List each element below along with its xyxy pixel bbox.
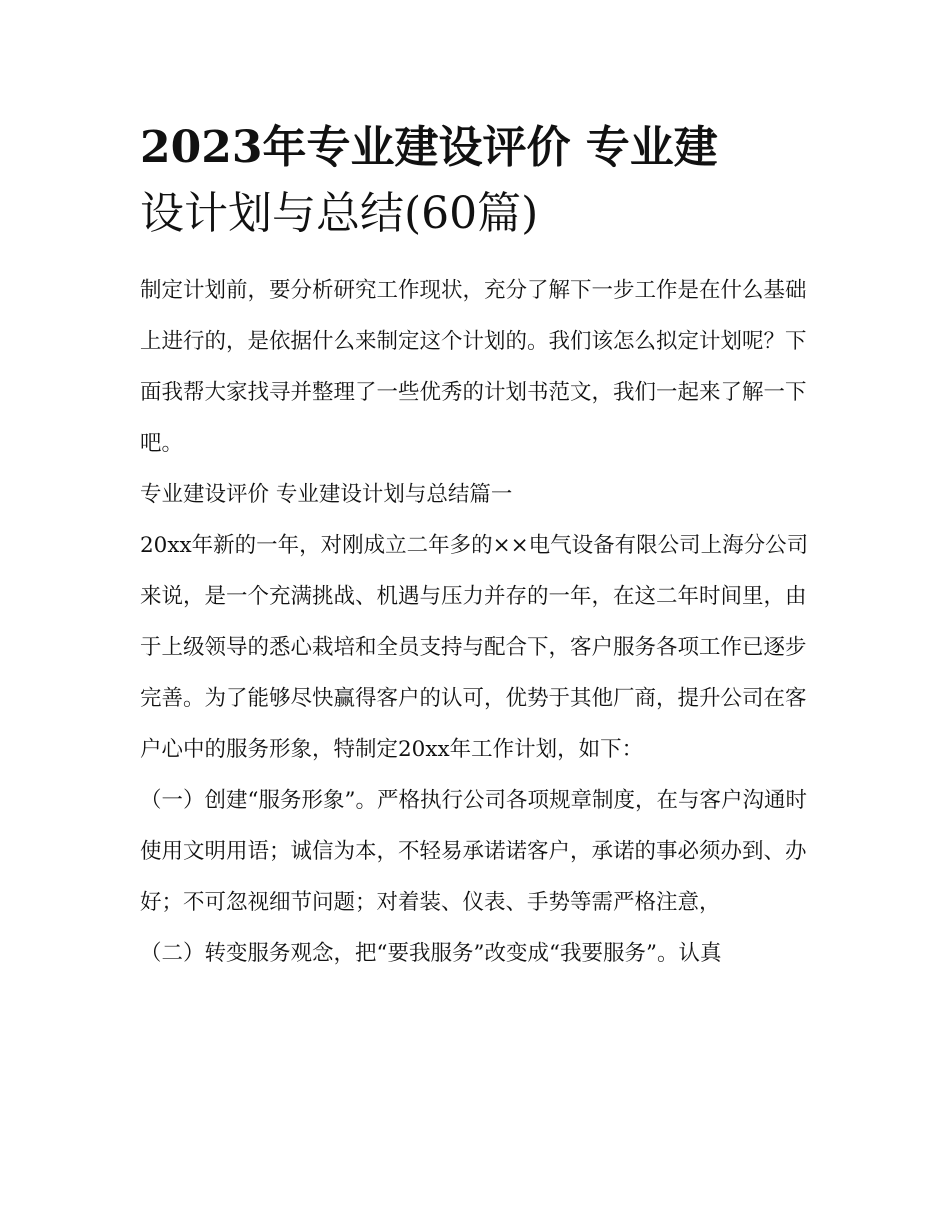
section-heading: 专业建设评价 专业建设计划与总结篇一 [140,482,513,507]
document-title [140,115,820,247]
intro-paragraph: 制定计划前，要分析研究工作现状，充分了解下一步工作是在什么基础上进行的，是依据什么来制定这个计划的。我们该怎么拟定计划呢？下面我帮大家找寻并整理了一些优秀的计划书范文，我们一起来了解一下吧。 [140,278,807,456]
body-paragraph-3: （二）转变服务观念，把“要我服务”改变成“我要服务”。认真 [140,941,722,966]
title-line-2: 设计划与总结(60篇) [140,188,539,239]
body-paragraph-2: （一）创建“服务形象”。严格执行公司各项规章制度，在与客户沟通时使用文明用语；诚信为本，不轻易承诺诺客户，承诺的事必须办到、办好；不可忽视细节问题；对着装、仪表、手势等需严格注意， [140,788,807,915]
title-line-1: 2023年专业建设评价 专业建 [140,122,718,173]
body-paragraph-1: 20xx年新的一年，对刚成立二年多的××电气设备有限公司上海分公司来说，是一个充满挑战、机遇与压力并存的一年，在这二年时间里，由于上级领导的悉心栽培和全员支持与配合下，客户服务各项工作已逐步完善。为了能够尽快赢得客户的认可，优势于其他厂商，提升公司在客户心中的服务形象，特制定20xx年工作计划，如下： [140,533,809,762]
document-page [140,115,820,979]
